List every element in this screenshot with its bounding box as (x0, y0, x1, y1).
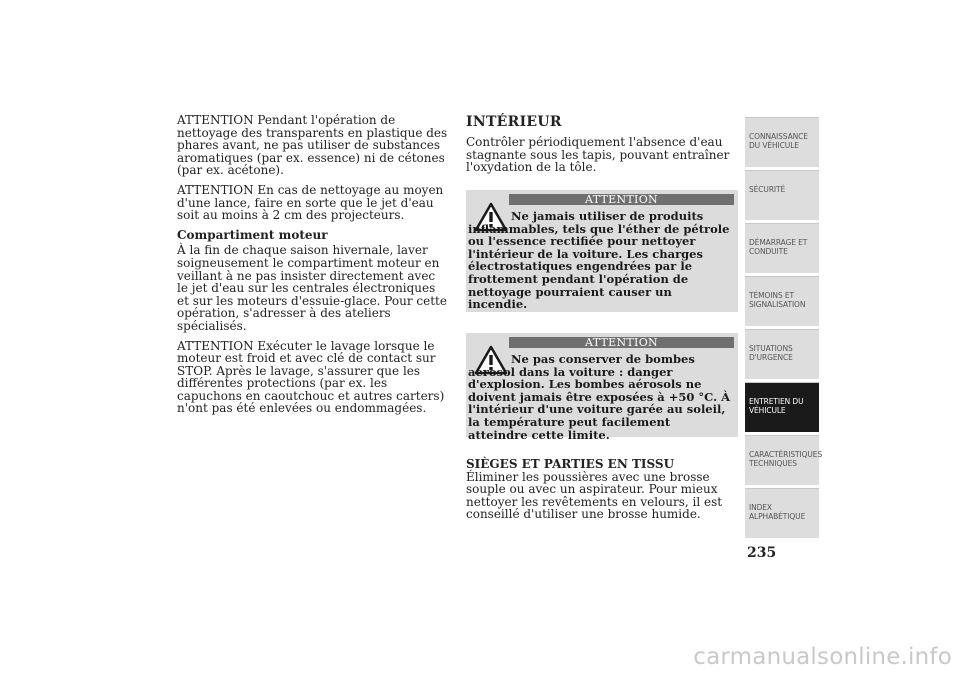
right-column-top (466, 114, 738, 174)
warning-header: ATTENTION (509, 337, 734, 348)
warning-box-aerosol (466, 333, 738, 442)
tab-connaissance-vehicule[interactable]: CONNAISSANCE DU VÉHICULE (745, 117, 819, 167)
watermark: carmanualsonline.info (693, 644, 952, 670)
attention-headlights-paragraph: ATTENTION Pendant l'opération de nettoyage des transparents en plastique des phares avant, ne pas utiliser de substances aromatiques (par ex. essence) ni de cétones (par ex. acétone). (177, 113, 448, 178)
warning-header: ATTENTION (509, 194, 734, 205)
engine-compartment-paragraph: À la fin de chaque saison hivernale, laver soigneusement le compartiment moteur en veillant à ne pas insister directement avec le jet d'eau sur les centrales électroniques et sur les moteurs d'essuie-glace. Pour cette opération, s'adresser à des ateliers spécialisés. (177, 243, 447, 333)
warning-text: Ne pas conserver de bombes aérosol dans la voiture : danger d'explosion. Les bombes aérosols ne doivent jamais être exposées à +50 °C. À l'intérieur d'une voiture garée au soleil, la température peut facilement atteindre cette limite. (468, 352, 731, 442)
tab-securite[interactable]: SÉCURITÉ (745, 170, 819, 220)
attention-lance-paragraph: ATTENTION En cas de nettoyage au moyen d'une lance, faire en sorte que le jet d'eau soit au moins à 2 cm des projecteurs. (177, 182, 444, 223)
right-column-bottom (466, 458, 738, 521)
warning-text: Ne jamais utiliser de produits inflammables, tels que l'éther de pétrole ou l'essence rectifiée pour nettoyer l'intérieur de la voiture. Les charges électrostatiques engendrées par le frottement pendant l'opération de nettoyage pourraient causer un incendie. (468, 209, 730, 312)
left-column (177, 114, 449, 422)
tab-entretien-vehicule[interactable]: ENTRETIEN DU VÉHICULE (745, 382, 819, 432)
seats-fabric-heading: SIÈGES ET PARTIES EN TISSU (466, 457, 675, 471)
seats-fabric-paragraph: Éliminer les poussières avec une brosse souple ou avec un aspirateur. Pour mieux nettoyer les revêtements en velours, il est conseillé d'utiliser une brosse humide. (466, 469, 723, 522)
attention-washing-paragraph: ATTENTION Exécuter le lavage lorsque le moteur est froid et avec clé de contact sur STOP. Après le lavage, s'assurer que les différentes protections (par ex. les capuchons en caoutchouc et autres carters) n'ont pas été enlevées ou endommagées. (177, 338, 445, 416)
tab-situations-urgence[interactable]: SITUATIONS D'URGENCE (745, 329, 819, 379)
section-title: INTÉRIEUR (466, 114, 562, 130)
tab-temoins-signalisation[interactable]: TÉMOINS ET SIGNALISATION (745, 276, 819, 326)
tab-caracteristiques-techniques[interactable]: CARACTÉRISTIQUES TECHNIQUES (745, 435, 819, 485)
engine-compartment-heading: Compartiment moteur (177, 227, 328, 242)
tab-demarrage-conduite[interactable]: DÉMARRAGE ET CONDUITE (745, 223, 819, 273)
warning-box-flammable (466, 190, 738, 312)
interior-intro-paragraph: Contrôler périodiquement l'absence d'eau stagnante sous les tapis, pouvant entraîner l'oxydation de la tôle. (466, 135, 730, 175)
tab-index-alphabetique[interactable]: INDEX ALPHABÉTIQUE (745, 488, 819, 538)
page-number: 235 (747, 545, 777, 561)
